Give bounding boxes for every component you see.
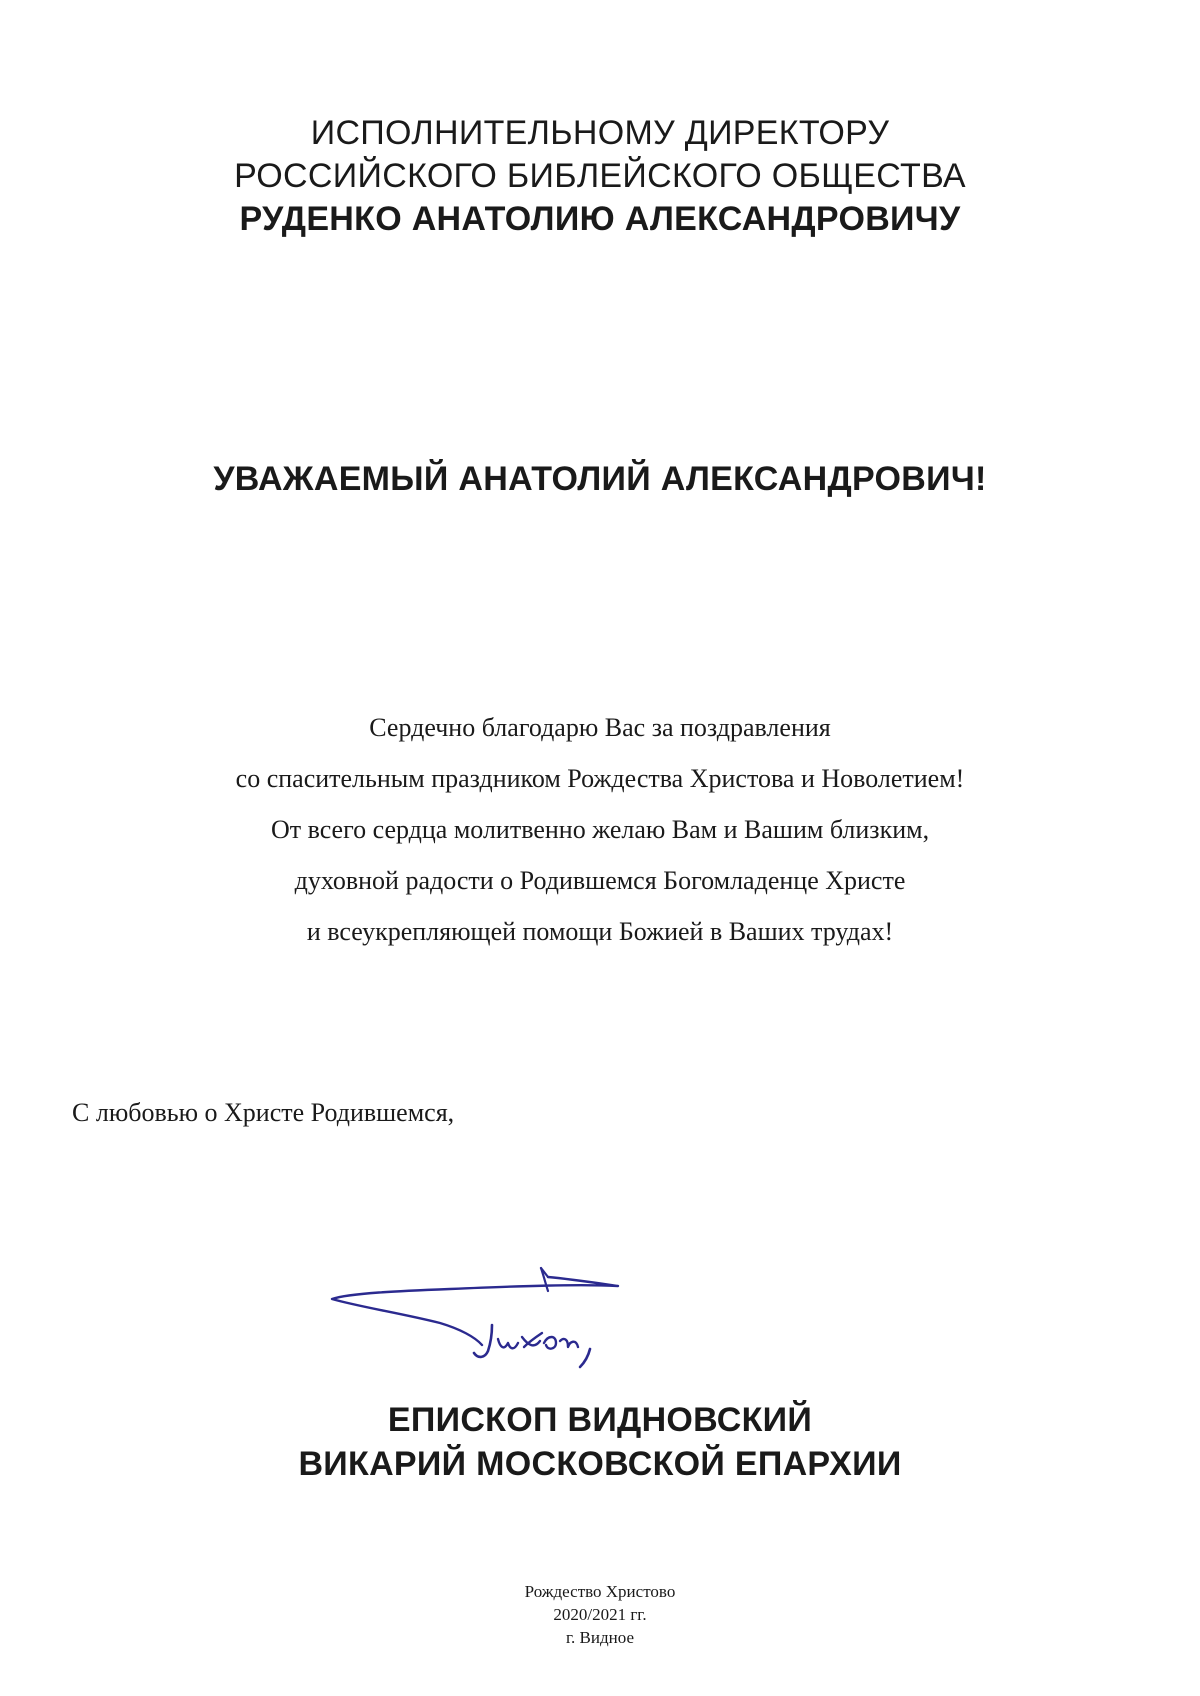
- addressee-title: ИСПОЛНИТЕЛЬНОМУ ДИРЕКТОРУ: [310, 114, 890, 152]
- addressee-block: [0, 112, 1200, 241]
- signatory-title: ЕПИСКОП ВИДНОВСКИЙ: [387, 1401, 813, 1439]
- signatory-position: ВИКАРИЙ МОСКОВСКОЙ ЕПАРХИИ: [298, 1445, 902, 1483]
- body-line: От всего сердца молитвенно желаю Вам и Вашим близким,: [270, 815, 930, 844]
- body-line: со спасительным праздником Рождества Христова и Новолетием!: [235, 764, 965, 793]
- body-line: Сердечно благодарю Вас за поздравления: [369, 713, 831, 742]
- salutation: УВАЖАЕМЫЙ АНАТОЛИЙ АЛЕКСАНДРОВИЧ!: [213, 460, 987, 498]
- footer-city: г. Видное: [566, 1628, 634, 1647]
- footer-years: 2020/2021 гг.: [553, 1605, 647, 1624]
- body-line: духовной радости о Родившемся Богомладенце Христе: [294, 866, 906, 895]
- body-line: и всеукрепляющей помощи Божией в Ваших трудах!: [306, 917, 894, 946]
- signatory-block: [0, 1398, 1200, 1486]
- letter-body: [0, 702, 1200, 957]
- handwritten-signature: [320, 1255, 680, 1395]
- footer-occasion: Рождество Христово: [524, 1582, 676, 1601]
- footer-block: [0, 1580, 1200, 1649]
- addressee-organization: РОССИЙСКОГО БИБЛЕЙСКОГО ОБЩЕСТВА: [234, 157, 966, 195]
- closing-phrase: С любовью о Христе Родившемся,: [72, 1098, 455, 1127]
- addressee-name: РУДЕНКО АНАТОЛИЮ АЛЕКСАНДРОВИЧУ: [239, 200, 961, 238]
